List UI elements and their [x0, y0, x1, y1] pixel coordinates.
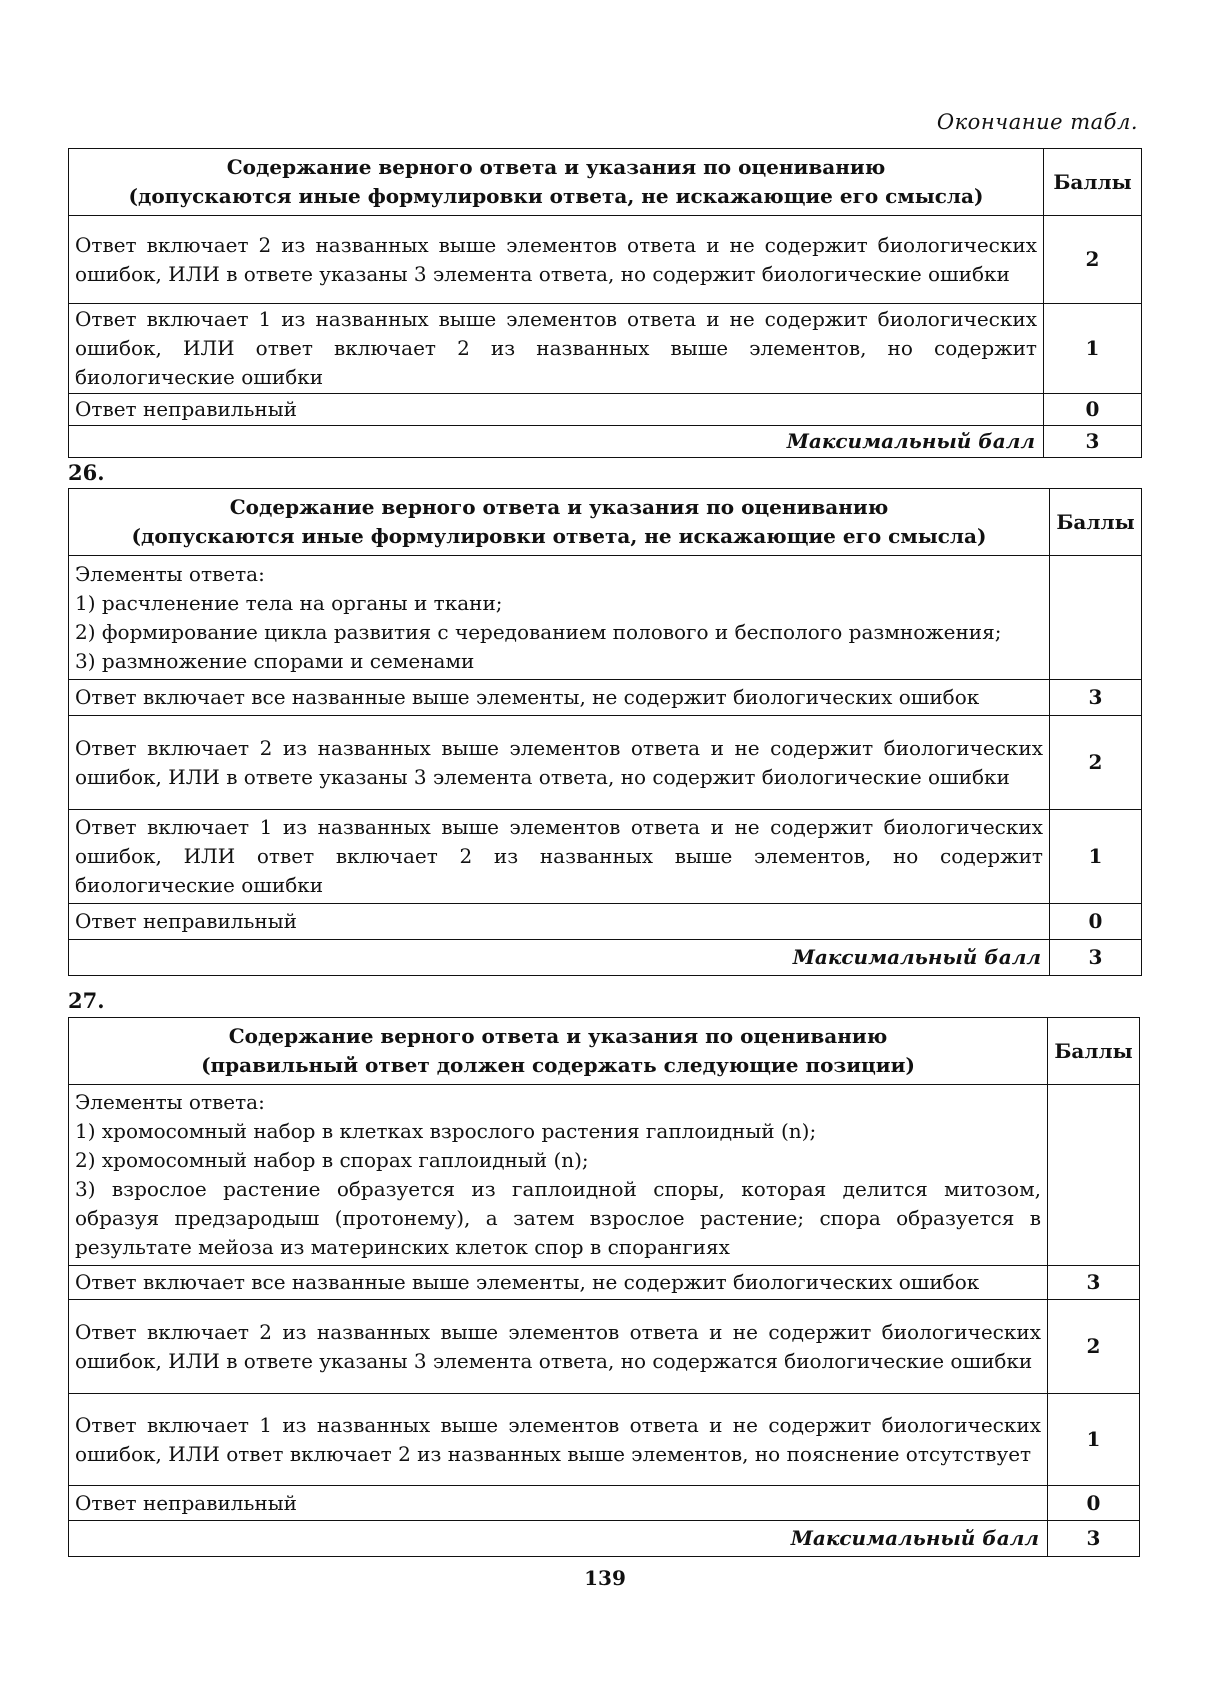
- criterion-score: 3: [1050, 680, 1142, 716]
- max-score-value: 3: [1048, 1521, 1140, 1557]
- empty-score-cell: [1050, 556, 1142, 680]
- table-row: [69, 904, 1142, 940]
- criterion-text: Ответ неправильный: [69, 904, 1050, 940]
- question-number-26: 26.: [68, 460, 105, 485]
- criterion-text: Ответ включает 1 из названных выше элементов ответа и не содержит биологических ошибок, ИЛИ ответ включает 2 из названных выше элементов, но пояснение отсутствует: [69, 1394, 1048, 1486]
- content-header: [69, 149, 1044, 216]
- header-line-2: (допускаются иные формулировки ответа, не искажающие его смысла): [131, 524, 987, 548]
- criterion-text: Ответ включает 2 из названных выше элементов ответа и не содержит биологических ошибок, ИЛИ в ответе указаны 3 элемента ответа, но содержит биологические ошибки: [69, 716, 1050, 810]
- answer-elements-row: [69, 556, 1142, 680]
- page-number: 139: [584, 1566, 626, 1590]
- table-row: [69, 716, 1142, 810]
- criterion-score: 0: [1050, 904, 1142, 940]
- header-line-1: Содержание верного ответа и указания по оцениванию: [229, 495, 889, 519]
- table-header-row: [69, 489, 1142, 556]
- table-header-row: [69, 1018, 1140, 1085]
- element-item: 3) взрослое растение образуется из гаплоидной споры, которая делится митозом, образуя предзародыш (протонему), а затем взрослое растение; спора образуется в результате мейоза из материнских клеток спор в спорангиях: [75, 1177, 1041, 1259]
- content-header: [69, 1018, 1048, 1085]
- max-score-label: Максимальный балл: [69, 940, 1050, 976]
- element-item: 2) хромосомный набор в спорах гаплоидный (n);: [75, 1148, 589, 1172]
- element-item: 2) формирование цикла развития с чередованием полового и бесполого размножения;: [75, 619, 1002, 644]
- criteria-table-continued: [68, 148, 1142, 458]
- header-line-1: Содержание верного ответа и указания по оцениванию: [228, 1024, 888, 1048]
- criteria-table-27: [68, 1017, 1140, 1557]
- table-row: [69, 216, 1142, 304]
- criterion-score: 0: [1048, 1486, 1140, 1521]
- answer-elements: [69, 556, 1050, 680]
- criterion-text: Ответ включает все названные выше элементы, не содержит биологических ошибок: [69, 1266, 1048, 1300]
- criteria-table-26: [68, 488, 1142, 976]
- criterion-score: 2: [1044, 216, 1142, 304]
- criterion-score: 0: [1044, 394, 1142, 426]
- header-line-2: (допускаются иные формулировки ответа, не искажающие его смысла): [128, 184, 984, 208]
- table-row: [69, 1300, 1140, 1394]
- criterion-score: 2: [1050, 716, 1142, 810]
- table-continuation-caption: Окончание табл.: [936, 110, 1138, 134]
- criterion-text: Ответ включает 2 из названных выше элементов ответа и не содержит биологических ошибок, ИЛИ в ответе указаны 3 элемента ответа, но содержатся биологические ошибки: [69, 1300, 1048, 1394]
- table-row: [69, 1394, 1140, 1486]
- table-row: [69, 1486, 1140, 1521]
- question-number-27: 27.: [68, 988, 105, 1013]
- criterion-score: 1: [1050, 810, 1142, 904]
- element-item: 1) расчленение тела на органы и ткани;: [75, 590, 503, 615]
- elements-title: Элементы ответа:: [75, 561, 265, 586]
- table-row: [69, 304, 1142, 394]
- criterion-text: Ответ включает 1 из названных выше элементов ответа и не содержит биологических ошибок, ИЛИ ответ включает 2 из названных выше элементов, но содержит биологические ошибки: [69, 810, 1050, 904]
- element-item: 3) размножение спорами и семенами: [75, 648, 475, 673]
- criterion-text: Ответ включает 2 из названных выше элементов ответа и не содержит биологических ошибок, ИЛИ в ответе указаны 3 элемента ответа, но содержит биологические ошибки: [69, 216, 1044, 304]
- header-line-2: (правильный ответ должен содержать следующие позиции): [201, 1053, 915, 1077]
- max-score-value: 3: [1044, 426, 1142, 458]
- table-row: [69, 394, 1142, 426]
- criterion-text: Ответ неправильный: [69, 1486, 1048, 1521]
- criterion-score: 1: [1048, 1394, 1140, 1486]
- table-row: [69, 810, 1142, 904]
- max-score-label: Максимальный балл: [69, 426, 1044, 458]
- max-score-value: 3: [1050, 940, 1142, 976]
- answer-elements-row: [69, 1085, 1140, 1266]
- max-score-row: [69, 426, 1142, 458]
- criterion-score: 2: [1048, 1300, 1140, 1394]
- max-score-row: [69, 940, 1142, 976]
- criterion-text: Ответ неправильный: [69, 394, 1044, 426]
- table-row: [69, 680, 1142, 716]
- table-header-row: [69, 149, 1142, 216]
- header-line-1: Содержание верного ответа и указания по оцениванию: [226, 155, 886, 179]
- criterion-text: Ответ включает все названные выше элементы, не содержит биологических ошибок: [69, 680, 1050, 716]
- content-header: [69, 489, 1050, 556]
- criterion-score: 1: [1044, 304, 1142, 394]
- score-header: Баллы: [1044, 149, 1142, 216]
- criterion-text: Ответ включает 1 из названных выше элементов ответа и не содержит биологических ошибок, ИЛИ ответ включает 2 из названных выше элементов, но содержит биологические ошибки: [69, 304, 1044, 394]
- answer-elements: [69, 1085, 1048, 1266]
- criterion-score: 3: [1048, 1266, 1140, 1300]
- max-score-row: [69, 1521, 1140, 1557]
- elements-title: Элементы ответа:: [75, 1090, 265, 1114]
- score-header: Баллы: [1048, 1018, 1140, 1085]
- score-header: Баллы: [1050, 489, 1142, 556]
- max-score-label: Максимальный балл: [69, 1521, 1048, 1557]
- element-item: 1) хромосомный набор в клетках взрослого растения гаплоидный (n);: [75, 1119, 817, 1143]
- empty-score-cell: [1048, 1085, 1140, 1266]
- table-row: [69, 1266, 1140, 1300]
